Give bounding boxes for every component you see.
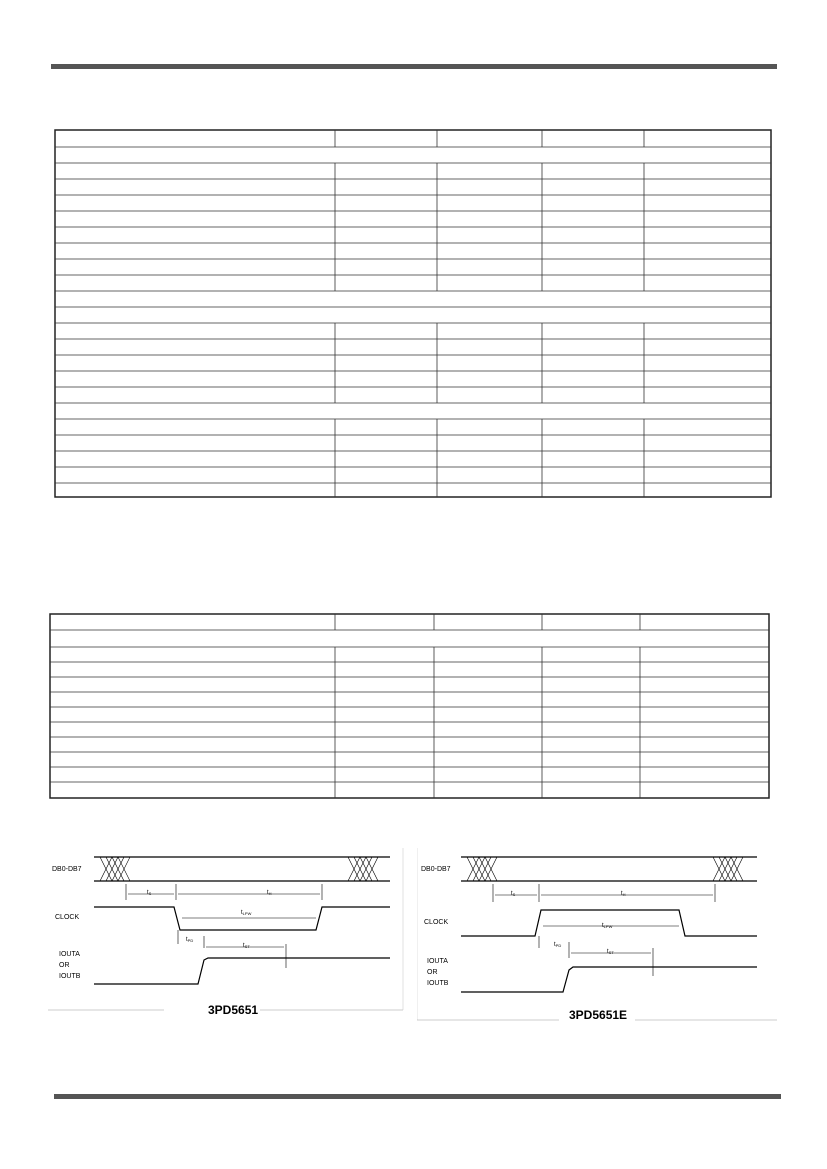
timing-tlpw-label: $t_{LPW}$	[602, 923, 613, 929]
timing-diagram-right	[417, 848, 779, 1023]
signal-databus-label: DB0-DB7	[52, 866, 82, 873]
timing-th-label: $t_H$	[621, 891, 626, 897]
signal-ioutb-label: IOUTB	[427, 980, 449, 987]
spec-table-2	[49, 613, 771, 801]
spec-table-1	[54, 129, 772, 499]
timing-tpd-label: $t_{PD}$	[186, 937, 194, 943]
signal-ioutb-label: IOUTB	[59, 973, 81, 980]
header-rule	[51, 64, 777, 69]
timing-tlpw-label: $t_{LPW}$	[241, 910, 252, 916]
diagram-left-caption: 3PD5651	[208, 1003, 259, 1017]
footer-rule	[54, 1094, 781, 1099]
signal-iouta-label: IOUTA	[427, 958, 448, 965]
timing-th-label: $t_H$	[267, 890, 272, 896]
signal-iouta-label: IOUTA	[59, 951, 80, 958]
timing-diagram-left	[48, 848, 404, 1017]
timing-ts-label: $t_S$	[511, 891, 516, 897]
timing-tst-label: $t_{ST}$	[607, 949, 614, 955]
signal-clock-label: CLOCK	[55, 914, 80, 921]
signal-clock-label: CLOCK	[424, 919, 449, 926]
signal-databus-label: DB0-DB7	[421, 866, 451, 873]
timing-tpd-label: $t_{PD}$	[554, 942, 562, 948]
signal-or-label: OR	[59, 962, 70, 969]
signal-or-label: OR	[427, 969, 438, 976]
timing-tst-label: $t_{ST}$	[243, 943, 250, 949]
diagram-right-caption: 3PD5651E	[569, 1008, 628, 1022]
timing-ts-label: $t_S$	[147, 890, 152, 896]
